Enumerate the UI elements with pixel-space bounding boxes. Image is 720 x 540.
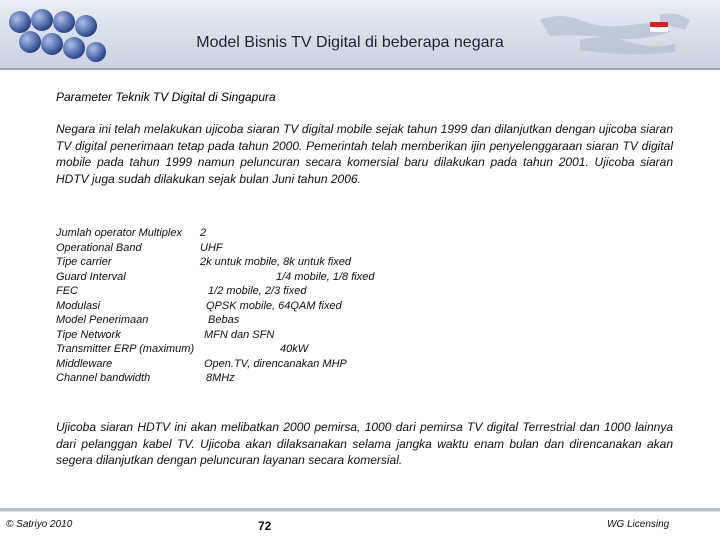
parameter-label: Channel bandwidth (56, 372, 151, 384)
parameter-value: 1/4 mobile, 1/8 fixed (276, 270, 375, 283)
parameter-label: Tipe Network (56, 328, 121, 341)
parameter-label: Middleware (56, 357, 113, 370)
parameter-label: FEC (56, 285, 78, 297)
parameter-label: Tipe carrier (56, 256, 112, 268)
parameter-label: Transmitter ERP (maximum) (56, 343, 195, 355)
intro-paragraph: Negara ini telah melakukan ujicoba siaran TV digital mobile sejak tahun 1999 dan dilanjutkan dengan ujicoba siaran TV digital penerimaan tetap pada tahun 2000. Pemerintah telah memberikan ijin penyelenggaraan siaran TV digital mobile pada tahun 1999 namun peluncuran secara komersial baru dilakukan pada tahun 2001. Ujicoba siaran HDTV juga sudah dilakukan sejak bulan Juni tahun 2006. (56, 122, 673, 186)
footer-copyright: © Satriyo 2010 (6, 519, 73, 530)
parameter-value: QPSK mobile, 64QAM fixed (206, 299, 342, 312)
slide-header (0, 0, 720, 68)
parameter-label: Operational Band (56, 241, 142, 254)
parameter-value: 40kW (280, 343, 309, 355)
section-subtitle: Parameter Teknik TV Digital di Singapura (56, 90, 276, 104)
parameter-value: UHF (200, 241, 223, 254)
parameter-value: 2k untuk mobile, 8k untuk fixed (200, 256, 352, 268)
page-number: 72 (258, 519, 272, 533)
parameter-value: Open.TV, direncanakan MHP (204, 357, 347, 370)
parameter-value: 8MHz (206, 372, 235, 384)
parameter-label: Jumlah operator Multiplex (56, 227, 182, 239)
parameter-value: MFN dan SFN (204, 328, 275, 341)
indonesia-flag-icon (650, 22, 668, 32)
footer-org: WG Licensing (607, 519, 670, 530)
parameter-label: Guard Interval (56, 270, 126, 283)
header-divider (0, 68, 720, 70)
hdtv-paragraph: Ujicoba siaran HDTV ini akan melibatkan 2000 pemirsa, 1000 dari pemirsa TV digital Terrestrial dan 1000 lainnya dari pelanggan kabel TV. Ujicoba akan dilaksanakan selama jangka waktu enam bulan dan direncanakan akan segera dilanjutkan dengan peluncuran layanan secara komersial. (56, 420, 673, 467)
parameter-label: Model Penerimaan (56, 314, 149, 326)
parameter-label: Modulasi (56, 299, 101, 312)
parameter-value: 2 (200, 227, 207, 239)
footer-divider (0, 508, 720, 511)
parameter-value: 1/2 mobile, 2/3 fixed (208, 285, 307, 297)
parameter-value: Bebas (208, 314, 240, 326)
slide-title: Model Bisnis TV Digital di beberapa negara (196, 34, 504, 51)
